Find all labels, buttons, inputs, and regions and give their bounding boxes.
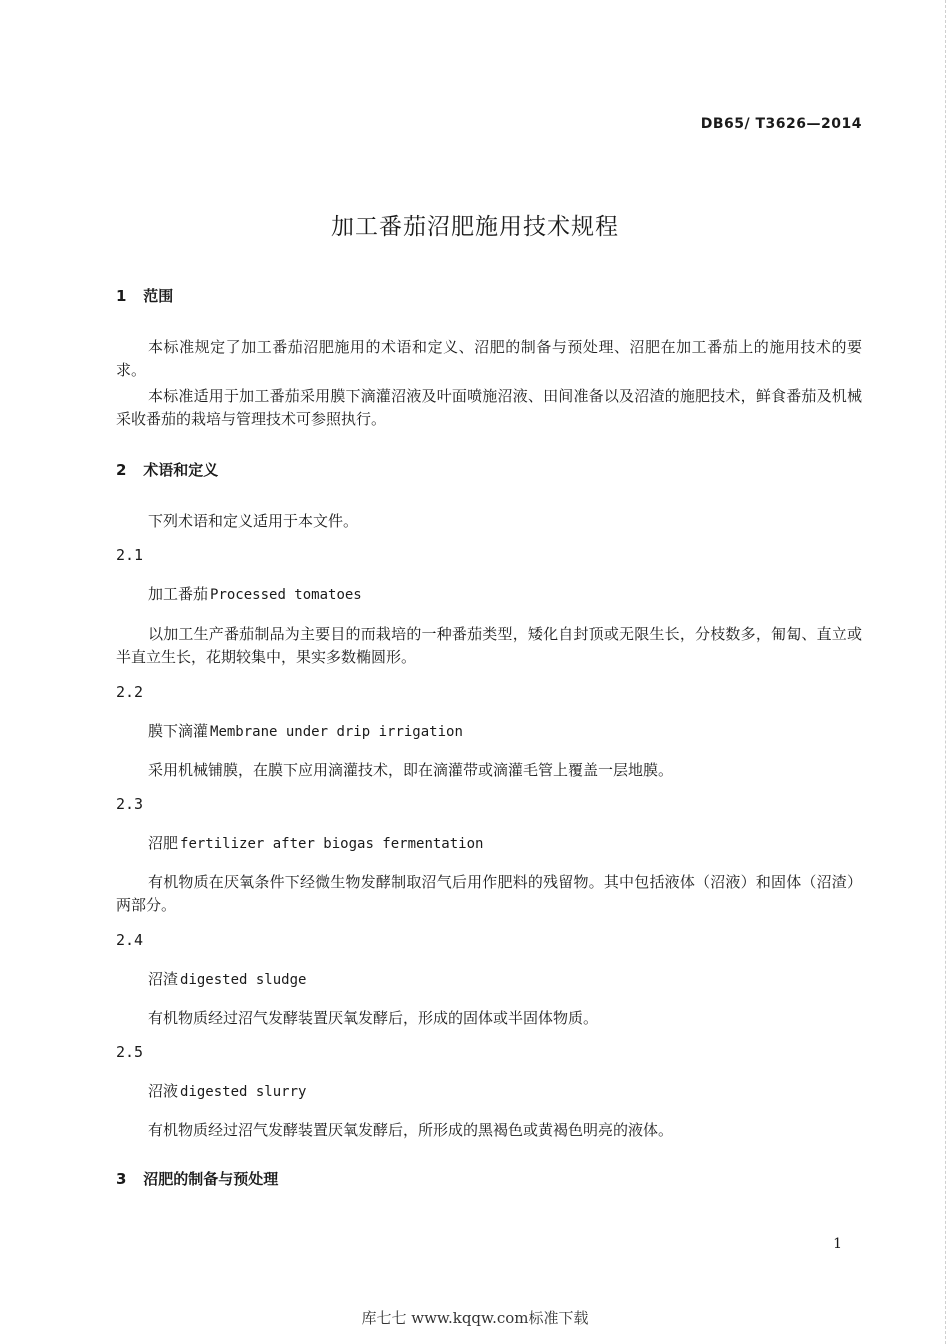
document-title: 加工番茄沼肥施用技术规程 bbox=[331, 214, 619, 240]
term-chinese: 沼肥 bbox=[148, 834, 179, 852]
term-english: digested sludge bbox=[180, 972, 307, 988]
term-entry bbox=[148, 832, 483, 853]
section-number: 2 bbox=[116, 461, 127, 479]
standard-code: DB65/ T3626—2014 bbox=[700, 116, 862, 132]
term-entry bbox=[148, 968, 306, 989]
section-2-intro: 下列术语和定义适用于本文件。 bbox=[148, 512, 359, 530]
term-english: Processed tomatoes bbox=[210, 587, 362, 603]
section-1-heading bbox=[116, 285, 173, 306]
term-english: Membrane under drip irrigation bbox=[210, 724, 463, 740]
section-number: 1 bbox=[116, 287, 127, 305]
clause-number: 2.5 bbox=[116, 1043, 144, 1061]
section-title: 范围 bbox=[143, 287, 174, 305]
page-number: 1 bbox=[833, 1236, 842, 1252]
term-english: fertilizer after biogas fermentation bbox=[180, 836, 484, 852]
clause-number: 2.1 bbox=[116, 546, 144, 564]
term-chinese: 沼液 bbox=[148, 1082, 179, 1100]
site-footer: 库七七 www.kqqw.com标准下载 bbox=[361, 1309, 589, 1327]
section-title: 术语和定义 bbox=[143, 461, 219, 479]
scan-edge bbox=[944, 0, 946, 1344]
clause-number: 2.2 bbox=[116, 683, 144, 701]
section-1-paragraph-2: 本标准适用于加工番茄采用膜下滴灌沼液及叶面喷施沼液、田间准备以及沼渣的施肥技术，鲜食番茄及机械采收番茄的栽培与管理技术可参照执行。 bbox=[116, 387, 862, 428]
section-number: 3 bbox=[116, 1170, 127, 1188]
term-definition: 有机物质在厌氧条件下经微生物发酵制取沼气后用作肥料的残留物。其中包括液体（沼液）和固体（沼渣）两部分。 bbox=[116, 873, 862, 914]
section-2-heading bbox=[116, 459, 218, 480]
term-chinese: 加工番茄 bbox=[148, 585, 209, 603]
term-definition: 有机物质经过沼气发酵装置厌氧发酵后，所形成的黑褐色或黄褐色明亮的液体。 bbox=[148, 1121, 674, 1139]
clause-number: 2.4 bbox=[116, 931, 144, 949]
term-definition: 有机物质经过沼气发酵装置厌氧发酵后，形成的固体或半固体物质。 bbox=[148, 1009, 599, 1027]
term-entry bbox=[148, 583, 362, 604]
term-definition: 以加工生产番茄制品为主要目的而栽培的一种番茄类型，矮化自封顶或无限生长，分枝数多，匍匐、直立或半直立生长，花期较集中，果实多数椭圆形。 bbox=[116, 625, 862, 666]
term-entry bbox=[148, 720, 463, 741]
section-title: 沼肥的制备与预处理 bbox=[143, 1170, 279, 1188]
term-chinese: 膜下滴灌 bbox=[148, 722, 209, 740]
section-3-heading bbox=[116, 1168, 278, 1189]
clause-number: 2.3 bbox=[116, 795, 144, 813]
term-definition: 采用机械铺膜，在膜下应用滴灌技术，即在滴灌带或滴灌毛管上覆盖一层地膜。 bbox=[148, 761, 674, 779]
term-entry bbox=[148, 1080, 306, 1101]
term-english: digested slurry bbox=[180, 1084, 307, 1100]
section-1-paragraph-1: 本标准规定了加工番茄沼肥施用的术语和定义、沼肥的制备与预处理、沼肥在加工番茄上的施用技术的要求。 bbox=[116, 338, 862, 379]
term-chinese: 沼渣 bbox=[148, 970, 179, 988]
